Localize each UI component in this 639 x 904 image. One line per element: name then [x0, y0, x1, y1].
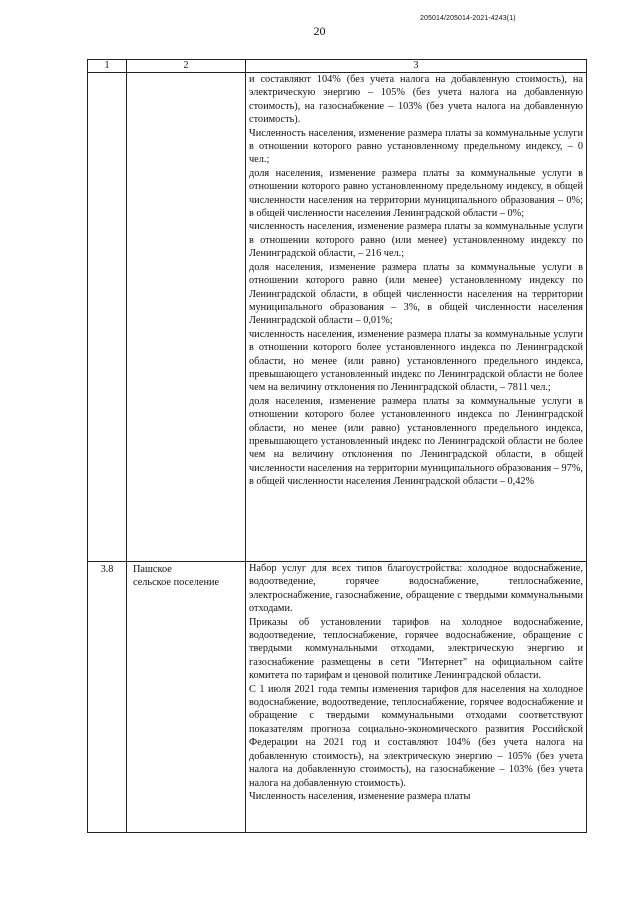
paragraph: Приказы об установлении тарифов на холодное водоснабжение, водоотведение, теплоснабжение, горячее водоснабжение, обращение с твердыми коммунальными отходами, электрическую энергию и газоснабжение размещены в сети "Интернет" на официальном сайте комитета по тарифам и ценовой политике Ленинградской области. [249, 616, 583, 682]
paragraph: Численность населения, изменение размера платы [249, 790, 471, 802]
paragraph: доля населения, изменение размера платы за коммунальные услуги в отношении которого равно (или менее) установленному индексу по Ленинградской области, в общей численности населения на территории муниципального образования – 3%, в общей численности населения Ленинградской области – 0,01%; [249, 261, 583, 327]
row-description-cell [246, 562, 587, 833]
row-number-cell: 3.8 [88, 562, 127, 833]
header-col-1: 1 [88, 60, 127, 73]
row-name-cell [127, 73, 246, 562]
header-col-2: 2 [127, 60, 246, 73]
paragraph: доля населения, изменение размера платы за коммунальные услуги в отношении которого равно установленному предельному индексу, в общей численности населения на территории муниципального образования – 0%; в общей численности населения Ленинградской области – 0%; [249, 167, 583, 220]
page-number: 20 [313, 24, 326, 38]
paragraph: Набор услуг для всех типов благоустройства: холодное водоснабжение, водоотведение, горячее водоснабжение, теплоснабжение, электроснабжение, газоснабжение, обращение с твердыми коммунальными отходами. [249, 563, 583, 615]
paragraph: Численность населения, изменение размера платы за коммунальные услуги в отношении которого равно установленному предельному индексу, – 0 чел.; [249, 127, 583, 166]
row-name-cell [127, 562, 246, 833]
document-code: 205014/205014-2021-4243(1) [420, 15, 516, 22]
settlement-name-line-1: Пашское [133, 564, 172, 575]
table-row [88, 562, 587, 833]
row-number-cell [88, 73, 127, 562]
table-header-row [88, 60, 587, 73]
paragraph: численность населения, изменение размера платы за коммунальные услуги в отношении которого более установленного индекса по Ленинградской области, но менее (или равно) установленного предельного индекса, превышающего установленный индекс по Ленинградской области не более чем на величину отклонения по Ленинградской области, – 7811 чел.; [249, 328, 583, 394]
header-col-3: 3 [246, 60, 587, 73]
paragraph: доля населения, изменение размера платы за коммунальные услуги в отношении которого более установленного индекса по Ленинградской области, но менее (или равно) установленного предельного индекса, превышающего установленный индекс по Ленинградской области не более чем на величину отклонения по Ленинградской области, в общей численности населения на территории муниципального образования – 97%, в общей численности населения Ленинградской области – 0,42% [249, 395, 583, 488]
paragraph: С 1 июля 2021 года темпы изменения тарифов для населения на холодное водоснабжение, водоотведение, теплоснабжение, горячее водоснабжение и обращение с твердыми коммунальными отходами соответствуют показателям прогноза социально-экономического развития Российской Федерации на 2021 год и составляют 104% (без учета налога на добавленную стоимость), на электрическую энергию – 105% (без учета налога на добавленную стоимость), на газоснабжение – 103% (без учета налога на добавленную стоимость). [249, 683, 583, 789]
paragraph: и составляют 104% (без учета налога на добавленную стоимость), на электрическую энергию – 105% (без учета налога на добавленную стоимость), на газоснабжение – 103% (без учета налога на добавленную стоимость). [249, 74, 583, 126]
paragraph: численность населения, изменение размера платы за коммунальные услуги в отношении которого равно (или менее) установленному индексу по Ленинградской области, – 216 чел.; [249, 221, 583, 260]
row-description-cell [246, 73, 587, 562]
data-table [87, 59, 587, 833]
table-row [88, 73, 587, 562]
settlement-name-line-2: сельское поселение [133, 577, 220, 589]
